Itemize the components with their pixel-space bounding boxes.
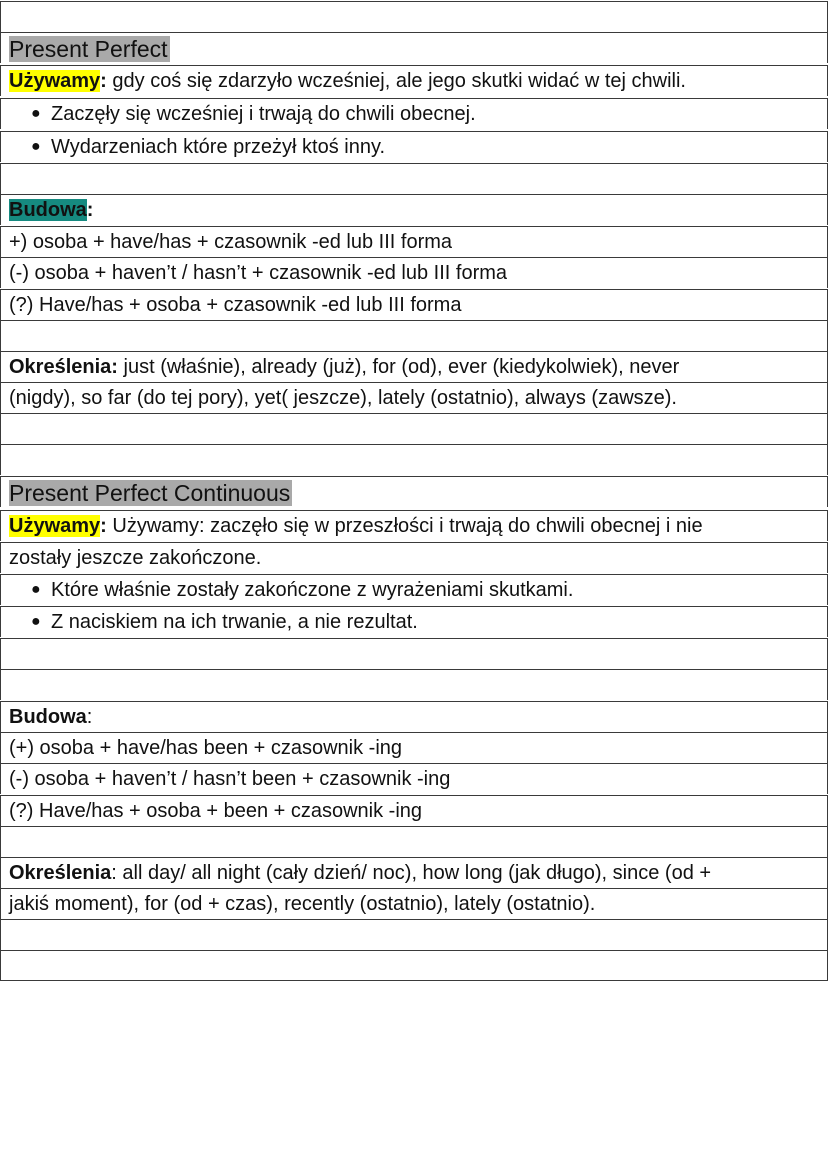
blank-line [0, 950, 828, 981]
section1-bullet-text: Zaczęły się wcześniej i trwają do chwili obecnej. [51, 103, 476, 125]
bullet-icon: ● [31, 138, 41, 155]
section1-structure-line: (?) Have/has + osoba + czasownik -ed lub III forma [0, 289, 828, 320]
section2-usage-line: zostały jeszcze zakończone. [0, 542, 828, 573]
bullet-icon: ● [31, 105, 41, 122]
section2-markers-line: jakiś moment), for (od + czas), recently (ostatnio), lately (ostatnio). [0, 888, 828, 919]
section2-title-line [0, 476, 828, 507]
section2-structure-colon: : [86, 706, 93, 728]
section2-structure-line: (-) osoba + haven’t / hasn’t been + czasownik -ing [0, 763, 828, 794]
section1-structure-colon: : [86, 199, 94, 221]
section2-markers-line [0, 857, 828, 888]
section1-usage-label: Używamy [9, 70, 101, 92]
section2-structure-heading [0, 701, 828, 732]
section1-bullet-text: Wydarzeniach które przeżył ktoś inny. [51, 136, 386, 158]
blank-line [0, 444, 828, 475]
section1-structure-line: (-) osoba + haven’t / hasn’t + czasownik -ed lub III forma [0, 257, 828, 288]
blank-line [0, 669, 828, 700]
blank-line [0, 1, 828, 32]
section1-markers-text: just (właśnie), already (już), for (od), ever (kiedykolwiek), never [117, 356, 680, 378]
section1-structure-label: Budowa [9, 199, 87, 221]
section2-bullet [0, 574, 828, 605]
section2-usage-colon: : [100, 515, 107, 537]
bullet-icon: ● [31, 581, 41, 598]
section1-markers-line: (nigdy), so far (do tej pory), yet( jeszcze), lately (ostatnio), always (zawsze). [0, 382, 828, 413]
section2-bullet-text: Które właśnie zostały zakończone z wyrażeniami skutkami. [51, 579, 574, 601]
section2-markers-label: Określenia [9, 862, 112, 884]
bullet-icon: ● [31, 613, 41, 630]
section1-usage-colon: : [100, 70, 107, 92]
blank-line [0, 919, 828, 950]
section2-usage-line [0, 510, 828, 541]
section1-markers-line [0, 351, 828, 382]
section2-bullet [0, 606, 828, 637]
blank-line [0, 413, 828, 444]
section2-structure-line: (?) Have/has + osoba + been + czasownik -ing [0, 795, 828, 826]
section1-structure-line: +) osoba + have/has + czasownik -ed lub III forma [0, 226, 828, 257]
section1-bullet [0, 98, 828, 129]
section1-title-line [0, 32, 828, 63]
blank-line [0, 163, 828, 194]
section2-markers-text: : all day/ all night (cały dzień/ noc), how long (jak długo), since (od + [111, 862, 712, 884]
blank-line [0, 320, 828, 351]
section1-title: Present Perfect [9, 36, 168, 62]
blank-line [0, 826, 828, 857]
section1-markers-label: Określenia: [9, 356, 118, 378]
section2-structure-line: (+) osoba + have/has been + czasownik -ing [0, 732, 828, 763]
section2-title: Present Perfect Continuous [9, 480, 291, 506]
section2-bullet-text: Z naciskiem na ich trwanie, a nie rezultat. [51, 611, 418, 633]
blank-line [0, 638, 828, 669]
section2-usage-text: Używamy: zaczęło się w przeszłości i trwają do chwili obecnej i nie [106, 515, 703, 537]
section1-usage-text: gdy coś się zdarzyło wcześniej, ale jego skutki widać w tej chwili. [106, 70, 686, 92]
section2-structure-label: Budowa [9, 706, 87, 728]
section1-bullet [0, 131, 828, 162]
section1-structure-heading [0, 194, 828, 225]
section2-usage-label: Używamy [9, 515, 101, 537]
section1-usage-line [0, 65, 828, 96]
